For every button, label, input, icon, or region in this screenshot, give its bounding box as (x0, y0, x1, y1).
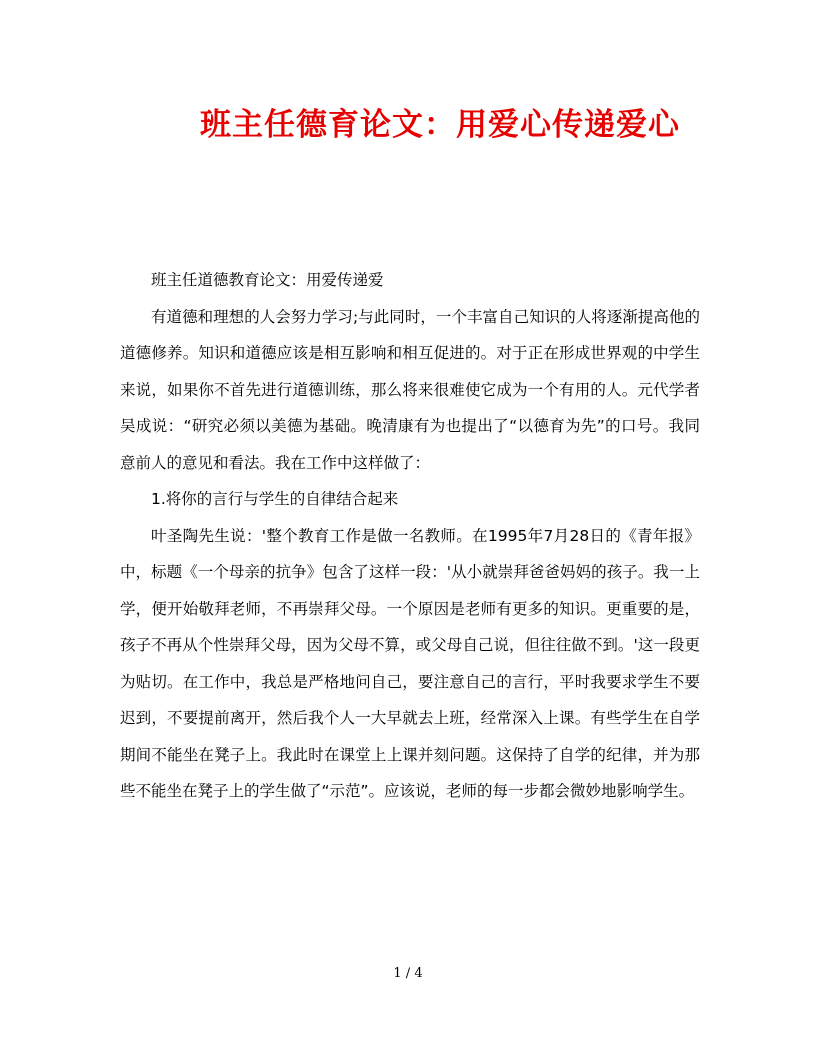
document-body (120, 262, 700, 810)
document-title: 班主任德育论文：用爱心传递爱心 (200, 107, 680, 143)
paragraph-intro: 有道德和理想的人会努力学习;与此同时，一个丰富自己知识的人将逐渐提高他的道德修养。知识和道德应该是相互影响和相互促进的。对于正在形成世界观的中学生来说，如果你不首先进行道德训练，那么将来很难使它成为一个有用的人。元代学者吴成说：“研究必须以美德为基础。晚清康有为也提出了“以德育为先”的口号。我同意前人的意见和看法。我在工作中这样做了： (120, 307, 700, 472)
paragraph-subtitle: 班主任道德教育论文：用爱传递爱 (151, 271, 384, 289)
paragraph-section-body: 叶圣陶先生说：'整个教育工作是做一名教师。在1995年7月28日的《青年报》中，标题《一个母亲的抗争》包含了这样一段：'从小就崇拜爸爸妈妈的孩子。我一上学，便开始敬拜老师，不再崇拜父母。一个原因是老师有更多的知识。更重要的是，孩子不再从个性崇拜父母，因为父母不算，或父母自己说，但往往做不到。'这一段更为贴切。在工作中，我总是严格地问自己，要注意自己的言行，平时我要求学生不要迟到，不要提前离开，然后我个人一大早就去上班，经常深入上课。有些学生在自学期间不能坐在凳子上。我此时在课堂上上课并刻问题。这保持了自学的纪律，并为那些不能坐在凳子上的学生做了“示范”。应该说，老师的每一步都会微妙地影响学生。 (120, 526, 700, 800)
paragraph-section-heading: 1.将你的言行与学生的自律结合起来 (151, 490, 399, 508)
page-number: 1 / 4 (393, 966, 423, 981)
